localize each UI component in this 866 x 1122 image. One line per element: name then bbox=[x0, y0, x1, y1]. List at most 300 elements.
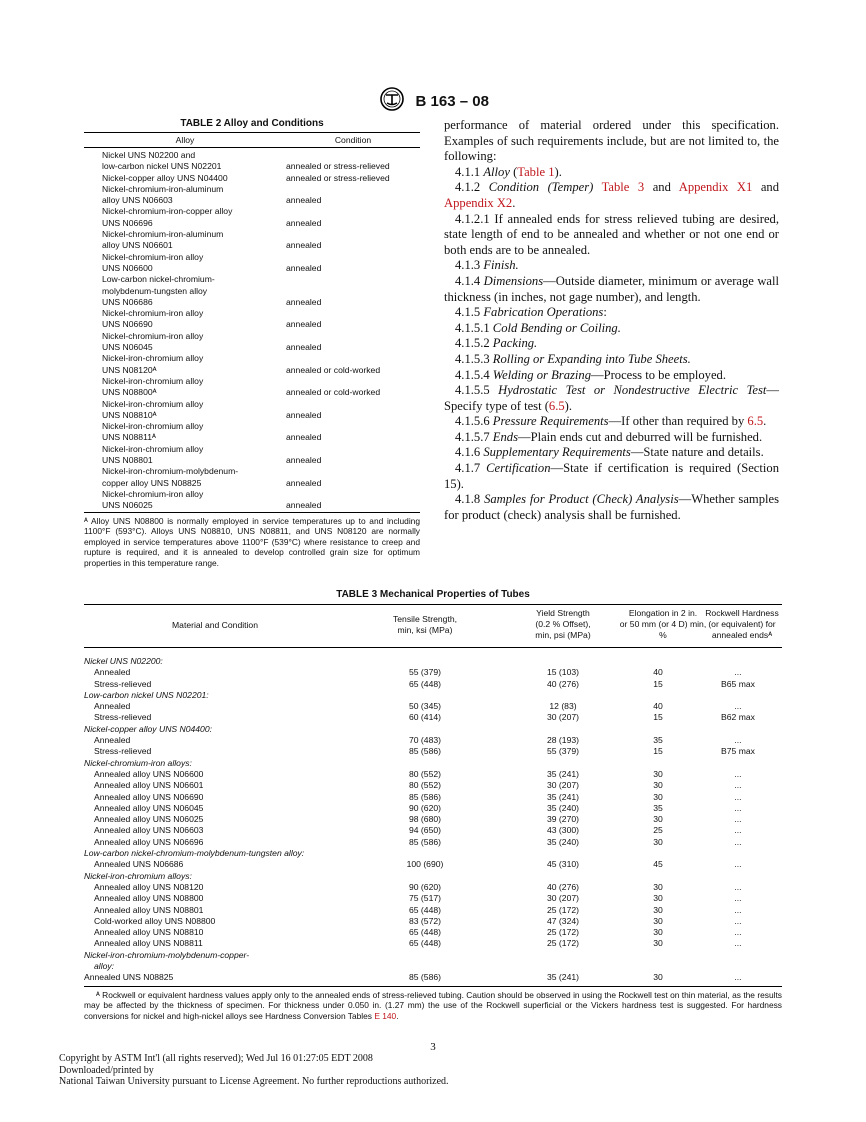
cell-b: 100 (690) bbox=[406, 859, 444, 870]
table-row bbox=[84, 353, 420, 364]
cell-b bbox=[346, 724, 504, 735]
cell-a: Annealed bbox=[94, 701, 131, 712]
cell-c: 28 (193) bbox=[546, 735, 579, 746]
cell-d bbox=[622, 961, 694, 972]
cell-a: Annealed alloy UNS N08800 bbox=[94, 893, 204, 904]
table-row bbox=[84, 950, 782, 961]
item-4-1-6: 4.1.6 Supplementary Requirements—State nature and details. bbox=[455, 445, 764, 460]
cell-b: 55 (379) bbox=[408, 667, 441, 678]
condition-cell bbox=[286, 489, 420, 500]
table-row bbox=[84, 489, 420, 500]
table-row bbox=[84, 466, 420, 477]
cell-e bbox=[694, 961, 782, 972]
table-3 bbox=[84, 589, 782, 1022]
item-4-1-5-1: 4.1.5.1 Cold Bending or Coiling. bbox=[455, 320, 621, 335]
alloy-cell: copper alloy UNS N08825 bbox=[102, 477, 202, 488]
cell-b: 80 (552) bbox=[408, 780, 441, 791]
alloy-cell: Nickel-iron-chromium alloy bbox=[102, 375, 204, 386]
table-row bbox=[84, 173, 420, 184]
cell-a: Nickel-chromium-iron alloys: bbox=[84, 757, 192, 768]
table-row bbox=[84, 308, 420, 319]
link-table-1[interactable]: Table 1 bbox=[517, 164, 555, 179]
cell-c: 45 (310) bbox=[546, 859, 579, 870]
cell-b: 70 (483) bbox=[408, 735, 441, 746]
condition-cell bbox=[286, 399, 420, 410]
condition-cell bbox=[286, 184, 420, 195]
table-row bbox=[84, 410, 420, 421]
cell-b bbox=[346, 758, 504, 769]
cell-c: 55 (379) bbox=[546, 746, 579, 757]
condition-cell bbox=[286, 376, 420, 387]
cell-e: ... bbox=[734, 881, 742, 892]
table-3-header bbox=[84, 604, 782, 648]
condition-cell: annealed bbox=[286, 195, 322, 206]
table-row bbox=[84, 701, 782, 712]
link-appendix-x2[interactable]: Appendix X2 bbox=[444, 195, 513, 210]
cell-b: 50 (345) bbox=[408, 701, 441, 712]
cell-b: 85 (586) bbox=[408, 972, 441, 983]
condition-cell bbox=[286, 353, 420, 364]
table-row bbox=[84, 780, 782, 791]
cell-d: 35 bbox=[653, 802, 663, 813]
condition-cell: annealed bbox=[286, 409, 322, 420]
cell-c: 35 (240) bbox=[546, 802, 579, 813]
cell-b: 83 (572) bbox=[408, 915, 441, 926]
table-row bbox=[84, 938, 782, 949]
condition-cell bbox=[286, 274, 420, 285]
cell-e: ... bbox=[734, 701, 742, 712]
table-row bbox=[84, 679, 782, 690]
cell-e: ... bbox=[734, 972, 742, 983]
cell-a: Annealed alloy UNS N08810 bbox=[94, 927, 204, 938]
cell-e: B75 max bbox=[721, 746, 755, 757]
table-row bbox=[84, 837, 782, 848]
condition-cell: annealed or stress-relieved bbox=[286, 161, 390, 172]
alloy-cell: low-carbon nickel UNS N02201 bbox=[102, 161, 222, 172]
cell-a: Annealed alloy UNS N08811 bbox=[94, 938, 203, 949]
cell-d: 30 bbox=[653, 836, 663, 847]
cell-c: 40 (276) bbox=[546, 881, 579, 892]
cell-d: 25 bbox=[653, 825, 663, 836]
table-3-header-tensile: Tensile Strength, min, ksi (MPa) bbox=[392, 614, 457, 635]
table-row bbox=[84, 656, 782, 667]
alloy-cell: Nickel-iron-chromium alloy bbox=[102, 443, 204, 454]
table-row bbox=[84, 746, 782, 757]
table-row bbox=[84, 263, 420, 274]
cell-c: 30 (207) bbox=[546, 780, 579, 791]
cell-a: Annealed bbox=[94, 735, 131, 746]
alloy-cell: Nickel-iron-chromium alloy bbox=[102, 421, 204, 432]
cell-d bbox=[622, 690, 694, 701]
condition-cell: annealed or stress-relieved bbox=[286, 172, 390, 183]
alloy-cell: Nickel-iron-chromium alloy bbox=[102, 398, 204, 409]
alloy-cell: UNS N06600 bbox=[102, 262, 153, 273]
item-4-1-5: 4.1.5 Fabrication Operations: bbox=[455, 305, 607, 320]
cell-c: 35 (241) bbox=[546, 791, 579, 802]
cell-d bbox=[622, 724, 694, 735]
cell-c: 47 (324) bbox=[546, 915, 579, 926]
cell-a: Annealed UNS N08825 bbox=[84, 972, 174, 983]
cell-c: 15 (103) bbox=[546, 667, 579, 678]
condition-cell: annealed bbox=[286, 455, 322, 466]
condition-cell: annealed bbox=[286, 477, 322, 488]
alloy-cell: Nickel-chromium-iron-copper alloy bbox=[102, 206, 233, 217]
cell-e: ... bbox=[734, 836, 742, 847]
cell-e bbox=[694, 758, 782, 769]
table-row bbox=[84, 218, 420, 229]
condition-cell bbox=[286, 229, 420, 240]
cell-e: ... bbox=[734, 893, 742, 904]
alloy-cell: Nickel-chromium-iron-aluminum bbox=[102, 183, 224, 194]
condition-cell bbox=[286, 444, 420, 455]
cell-d: 15 bbox=[653, 746, 663, 757]
cell-d: 15 bbox=[653, 712, 663, 723]
cell-c bbox=[504, 950, 622, 961]
condition-cell: annealed bbox=[286, 217, 322, 228]
condition-cell bbox=[286, 466, 420, 477]
alloy-cell: molybdenum-tungsten alloy bbox=[102, 285, 208, 296]
cell-d: 35 bbox=[653, 735, 663, 746]
table-row bbox=[84, 712, 782, 723]
cell-e: ... bbox=[734, 791, 742, 802]
table-row bbox=[84, 206, 420, 217]
cell-b: 75 (517) bbox=[408, 893, 441, 904]
table-row bbox=[84, 387, 420, 398]
cell-e: ... bbox=[734, 859, 742, 870]
item-4-1-2-1: 4.1.2.1 If annealed ends for stress relieved tubing are desired, state length of end to be annealed and whether or not one end or both ends are to be annealed. bbox=[444, 211, 779, 257]
alloy-cell: UNS N08120ᴬ bbox=[102, 364, 157, 375]
cell-e bbox=[694, 950, 782, 961]
cell-b: 65 (448) bbox=[408, 904, 441, 915]
table-row bbox=[84, 376, 420, 387]
cell-b: 90 (620) bbox=[408, 881, 441, 892]
item-4-1-4: 4.1.4 Dimensions—Outside diameter, minimum or average wall thickness (in inches, not gage number), and length. bbox=[444, 273, 779, 304]
alloy-cell: Nickel-copper alloy UNS N04400 bbox=[102, 172, 228, 183]
condition-cell: annealed bbox=[286, 296, 322, 307]
cell-a: Nickel UNS N02200: bbox=[84, 656, 163, 666]
table-row bbox=[84, 342, 420, 353]
condition-cell: annealed bbox=[286, 319, 322, 330]
table-row bbox=[84, 240, 420, 251]
table-row bbox=[84, 500, 420, 511]
cell-d: 30 bbox=[653, 780, 663, 791]
cell-c bbox=[504, 690, 622, 701]
item-4-1-7: 4.1.7 Certification—State if certification is required (Section 15). bbox=[444, 461, 779, 491]
table-row bbox=[84, 252, 420, 263]
cell-a: Annealed alloy UNS N08801 bbox=[94, 904, 204, 915]
alloy-cell: alloy UNS N06603 bbox=[102, 195, 173, 206]
cell-b: 90 (620) bbox=[408, 802, 441, 813]
cell-a: Nickel-copper alloy UNS N04400: bbox=[84, 723, 213, 734]
cell-a: Stress-relieved bbox=[94, 712, 152, 723]
alloy-cell: Nickel-iron-chromium-molybdenum- bbox=[102, 466, 239, 477]
cell-c: 35 (241) bbox=[546, 768, 579, 779]
cell-c: 30 (207) bbox=[546, 712, 579, 723]
cell-d: 30 bbox=[653, 768, 663, 779]
alloy-cell: UNS N06025 bbox=[102, 500, 153, 511]
condition-cell: annealed bbox=[286, 262, 322, 273]
cell-b: 65 (448) bbox=[408, 927, 441, 938]
cell-e: ... bbox=[734, 814, 742, 825]
condition-cell: annealed bbox=[286, 432, 322, 443]
condition-cell: annealed bbox=[286, 240, 322, 251]
table-row bbox=[84, 905, 782, 916]
table-row bbox=[84, 432, 420, 443]
cell-e: B62 max bbox=[721, 712, 755, 723]
cell-c: 25 (172) bbox=[546, 904, 579, 915]
cell-a: alloy: bbox=[94, 961, 115, 972]
cell-d: 40 bbox=[653, 701, 663, 712]
alloy-cell: UNS N08800ᴬ bbox=[102, 387, 157, 398]
cell-b: 98 (680) bbox=[408, 814, 441, 825]
table-row bbox=[84, 297, 420, 308]
cell-a: Annealed alloy UNS N06025 bbox=[94, 814, 204, 825]
table-3-header-hardness: Rockwell Hardness (or equivalent) for annealed endsᴬ bbox=[705, 608, 779, 640]
item-4-1-3: 4.1.3 Finish. bbox=[455, 258, 519, 273]
alloy-cell: Nickel UNS N02200 and bbox=[102, 150, 196, 160]
item-4-1-8: 4.1.8 Samples for Product (Check) Analysis—Whether samples for product (check) analysis shall be furnished. bbox=[444, 492, 779, 522]
cell-c: 25 (172) bbox=[546, 927, 579, 938]
cell-c: 40 (276) bbox=[546, 678, 579, 689]
alloy-cell: Nickel-chromium-iron alloy bbox=[102, 251, 204, 262]
condition-cell bbox=[286, 308, 420, 319]
cell-a: Annealed alloy UNS N06045 bbox=[94, 802, 204, 813]
cell-b: 80 (552) bbox=[408, 768, 441, 779]
table-row bbox=[84, 444, 420, 455]
cell-d bbox=[622, 656, 694, 667]
table-row bbox=[84, 814, 782, 825]
cell-a: Nickel-iron-chromium-molybdenum-copper- bbox=[84, 949, 250, 960]
table-row bbox=[84, 365, 420, 376]
link-6-5[interactable]: 6.5 bbox=[548, 398, 565, 413]
table-3-header-yield: Yield Strength (0.2 % Offset), min, psi (MPa) bbox=[535, 608, 591, 640]
table-row bbox=[84, 871, 782, 882]
cell-d: 30 bbox=[653, 893, 663, 904]
alloy-cell: Nickel-chromium-iron-aluminum bbox=[102, 229, 224, 240]
cell-b: 65 (448) bbox=[408, 938, 441, 949]
cell-a: Annealed alloy UNS N06696 bbox=[94, 836, 204, 847]
cell-c bbox=[504, 848, 622, 859]
link-appendix-x1[interactable]: Appendix X1 bbox=[678, 180, 753, 195]
item-4-1-5-7: 4.1.5.7 Ends—Plain ends cut and deburred will be furnished. bbox=[455, 429, 763, 444]
cell-b: 65 (448) bbox=[408, 678, 441, 689]
cell-b: 85 (586) bbox=[408, 746, 441, 757]
cell-d: 30 bbox=[653, 814, 663, 825]
cell-b: 85 (586) bbox=[408, 836, 441, 847]
item-4-1-5-2: 4.1.5.2 Packing. bbox=[455, 336, 538, 351]
cell-c bbox=[504, 871, 622, 882]
table-3-header-material: Material and Condition bbox=[172, 620, 258, 630]
cell-b: 85 (586) bbox=[408, 791, 441, 802]
item-4-1-5-4: 4.1.5.4 Welding or Brazing—Process to be employed. bbox=[455, 367, 727, 382]
cell-d: 15 bbox=[653, 678, 663, 689]
right-column-text bbox=[444, 118, 779, 523]
condition-cell bbox=[286, 150, 420, 161]
alloy-cell: Nickel-chromium-iron alloy bbox=[102, 488, 204, 499]
condition-cell bbox=[286, 206, 420, 217]
table-2-header-condition: Condition bbox=[334, 135, 372, 145]
cell-d: 40 bbox=[653, 667, 663, 678]
table-row bbox=[84, 478, 420, 489]
cell-b: 60 (414) bbox=[408, 712, 441, 723]
table-row bbox=[84, 848, 782, 859]
cell-b bbox=[346, 950, 504, 961]
table-3-caption: TABLE 3 Mechanical Properties of Tubes bbox=[336, 589, 530, 600]
table-3-header-elongation: Elongation in 2 in. or 50 mm (or 4 D) min, % bbox=[619, 608, 707, 640]
table-row bbox=[84, 961, 782, 972]
link-table-3[interactable]: Table 3 bbox=[601, 180, 645, 195]
table-row bbox=[84, 161, 420, 172]
alloy-cell: UNS N06045 bbox=[102, 342, 153, 353]
table-row bbox=[84, 331, 420, 342]
cell-a: Stress-relieved bbox=[94, 678, 152, 689]
condition-cell bbox=[286, 252, 420, 263]
cell-b bbox=[346, 871, 504, 882]
cell-d: 45 bbox=[653, 859, 663, 870]
table-row bbox=[84, 882, 782, 893]
alloy-cell: UNS N08801 bbox=[102, 455, 153, 466]
page-header bbox=[0, 86, 866, 117]
table-row bbox=[84, 758, 782, 769]
table-row bbox=[84, 421, 420, 432]
alloy-cell: alloy UNS N06601 bbox=[102, 240, 173, 251]
table-row bbox=[84, 319, 420, 330]
item-4-1-5-6: 4.1.5.6 Pressure Requirements—If other than required by 6.5. bbox=[455, 414, 767, 429]
table-row bbox=[84, 825, 782, 836]
alloy-cell: UNS N06696 bbox=[102, 217, 153, 228]
cell-c bbox=[504, 758, 622, 769]
condition-cell: annealed or cold-worked bbox=[286, 364, 381, 375]
cell-e: ... bbox=[734, 802, 742, 813]
table-2-caption: TABLE 2 Alloy and Conditions bbox=[180, 118, 324, 129]
cell-c: 12 (83) bbox=[549, 701, 577, 712]
cell-c bbox=[504, 656, 622, 667]
cell-e: B65 max bbox=[721, 678, 755, 689]
condition-cell: annealed or cold-worked bbox=[286, 387, 381, 398]
table-2-body bbox=[84, 148, 420, 513]
cell-a: Annealed alloy UNS N06690 bbox=[94, 791, 204, 802]
table-row bbox=[84, 916, 782, 927]
cell-e bbox=[694, 690, 782, 701]
cell-e bbox=[694, 871, 782, 882]
cell-d: 30 bbox=[653, 927, 663, 938]
table-row bbox=[84, 792, 782, 803]
alloy-cell: UNS N06686 bbox=[102, 296, 153, 307]
cell-d: 30 bbox=[653, 972, 663, 983]
cell-d: 30 bbox=[653, 904, 663, 915]
cell-d: 30 bbox=[653, 915, 663, 926]
cell-a: Stress-relieved bbox=[94, 746, 152, 757]
cell-e bbox=[694, 848, 782, 859]
table-row bbox=[84, 184, 420, 195]
table-row bbox=[84, 972, 782, 983]
alloy-cell: Nickel-iron-chromium alloy bbox=[102, 353, 204, 364]
item-4-1-1: 4.1.1 Alloy (Table 1). bbox=[455, 164, 562, 179]
table-row bbox=[84, 803, 782, 814]
cell-d bbox=[622, 758, 694, 769]
cell-e: ... bbox=[734, 904, 742, 915]
table-row bbox=[84, 893, 782, 904]
cell-b bbox=[346, 690, 504, 701]
item-4-1-5-5: 4.1.5.5 Hydrostatic Test or Nondestructive Electric Test—Specify type of test (6.5). bbox=[444, 383, 779, 413]
link-6-5-b[interactable]: 6.5 bbox=[747, 414, 764, 429]
table-2 bbox=[84, 118, 420, 568]
standard-designation: B 163 – 08 bbox=[415, 93, 489, 110]
table-row bbox=[84, 229, 420, 240]
link-e-140[interactable]: E 140 bbox=[374, 1011, 397, 1022]
table-row bbox=[84, 274, 420, 285]
cell-b: 94 (650) bbox=[408, 825, 441, 836]
item-4-1-5-3: 4.1.5.3 Rolling or Expanding into Tube Sheets. bbox=[455, 351, 691, 366]
page-number: 3 bbox=[430, 1041, 436, 1053]
cell-d: 30 bbox=[653, 791, 663, 802]
cell-d bbox=[622, 950, 694, 961]
alloy-cell: UNS N08810ᴬ bbox=[102, 409, 157, 420]
cell-c: 30 (207) bbox=[546, 893, 579, 904]
table-row bbox=[84, 667, 782, 678]
cell-e: ... bbox=[734, 927, 742, 938]
cell-a: Low-carbon nickel-chromium-molybdenum-tungsten alloy: bbox=[84, 848, 305, 859]
item-4-1-2: 4.1.2 Condition (Temper) Table 3 and Appendix X1 and Appendix X2. bbox=[444, 180, 779, 210]
cell-d: 30 bbox=[653, 881, 663, 892]
condition-cell bbox=[286, 331, 420, 342]
cell-c: 35 (240) bbox=[546, 836, 579, 847]
intro-paragraph: performance of material ordered under this specification. Examples of such requirements include, but are not limited to, the following: bbox=[444, 118, 779, 164]
cell-a: Annealed alloy UNS N06601 bbox=[94, 780, 204, 791]
table-row bbox=[84, 195, 420, 206]
condition-cell bbox=[286, 286, 420, 297]
cell-e bbox=[694, 724, 782, 735]
alloy-cell: Low-carbon nickel-chromium- bbox=[102, 274, 215, 285]
cell-e: ... bbox=[734, 938, 742, 949]
cell-a: Annealed bbox=[94, 667, 131, 678]
cell-b bbox=[346, 848, 504, 859]
alloy-cell: Nickel-chromium-iron alloy bbox=[102, 308, 204, 319]
table-3-footnote: ᴬ Rockwell or equivalent hardness values apply only to the annealed ends of stress-relieved tubing. Caution should be observed in using the Rockwell test on thin material, as the results may be affected by the thickness of specimen. For thickness under 0.050 in. (1.27 mm) the use of the Rockwell superficial or the Vickers hardness test is suggested. For hardness conversions for nickel and high-nickel alloys see Hardness Conversion Tables E 140. bbox=[84, 989, 782, 1022]
cell-d bbox=[622, 871, 694, 882]
table-row bbox=[84, 735, 782, 746]
table-row bbox=[84, 455, 420, 466]
copyright-notice: Copyright by ASTM Int'l (all rights reserved); Wed Jul 16 01:27:05 EDT 2008 Downloaded/printed by National Taiwan University pursuant to License Agreement. No further reproductions authorized. bbox=[59, 1053, 449, 1087]
cell-e: ... bbox=[734, 825, 742, 836]
cell-a: Low-carbon nickel UNS N02201: bbox=[84, 689, 209, 700]
cell-e: ... bbox=[734, 780, 742, 791]
cell-d bbox=[622, 848, 694, 859]
table-row bbox=[84, 399, 420, 410]
condition-cell: annealed bbox=[286, 342, 322, 353]
cell-c bbox=[504, 961, 622, 972]
cell-e: ... bbox=[734, 915, 742, 926]
cell-c: 39 (270) bbox=[546, 814, 579, 825]
cell-a: Annealed alloy UNS N08120 bbox=[94, 881, 204, 892]
table-2-footnote: ᴬ Alloy UNS N08800 is normally employed in service temperatures up to and including 1100°F (593°C). Alloys UNS N08810, UNS N08811, and UNS N08120 are normally employed in service temperatures above 1100°F (539°C) where resistance to creep and rupture is required, and it is annealed to develop controlled grain size for optimum properties in this temperature range. bbox=[84, 515, 420, 568]
cell-c: 25 (172) bbox=[546, 938, 579, 949]
table-row bbox=[84, 769, 782, 780]
table-row bbox=[84, 927, 782, 938]
table-row bbox=[84, 286, 420, 297]
alloy-cell: UNS N06690 bbox=[102, 319, 153, 330]
cell-a: Annealed UNS N06686 bbox=[94, 859, 184, 870]
cell-b bbox=[346, 961, 504, 972]
cell-c bbox=[504, 724, 622, 735]
table-2-header-alloy: Alloy bbox=[175, 135, 195, 145]
astm-logo-icon bbox=[377, 86, 407, 117]
alloy-cell: UNS N08811ᴬ bbox=[102, 432, 156, 443]
cell-d: 30 bbox=[653, 938, 663, 949]
table-2-header bbox=[84, 132, 420, 148]
condition-cell bbox=[286, 421, 420, 432]
alloy-cell: Nickel-chromium-iron alloy bbox=[102, 330, 204, 341]
